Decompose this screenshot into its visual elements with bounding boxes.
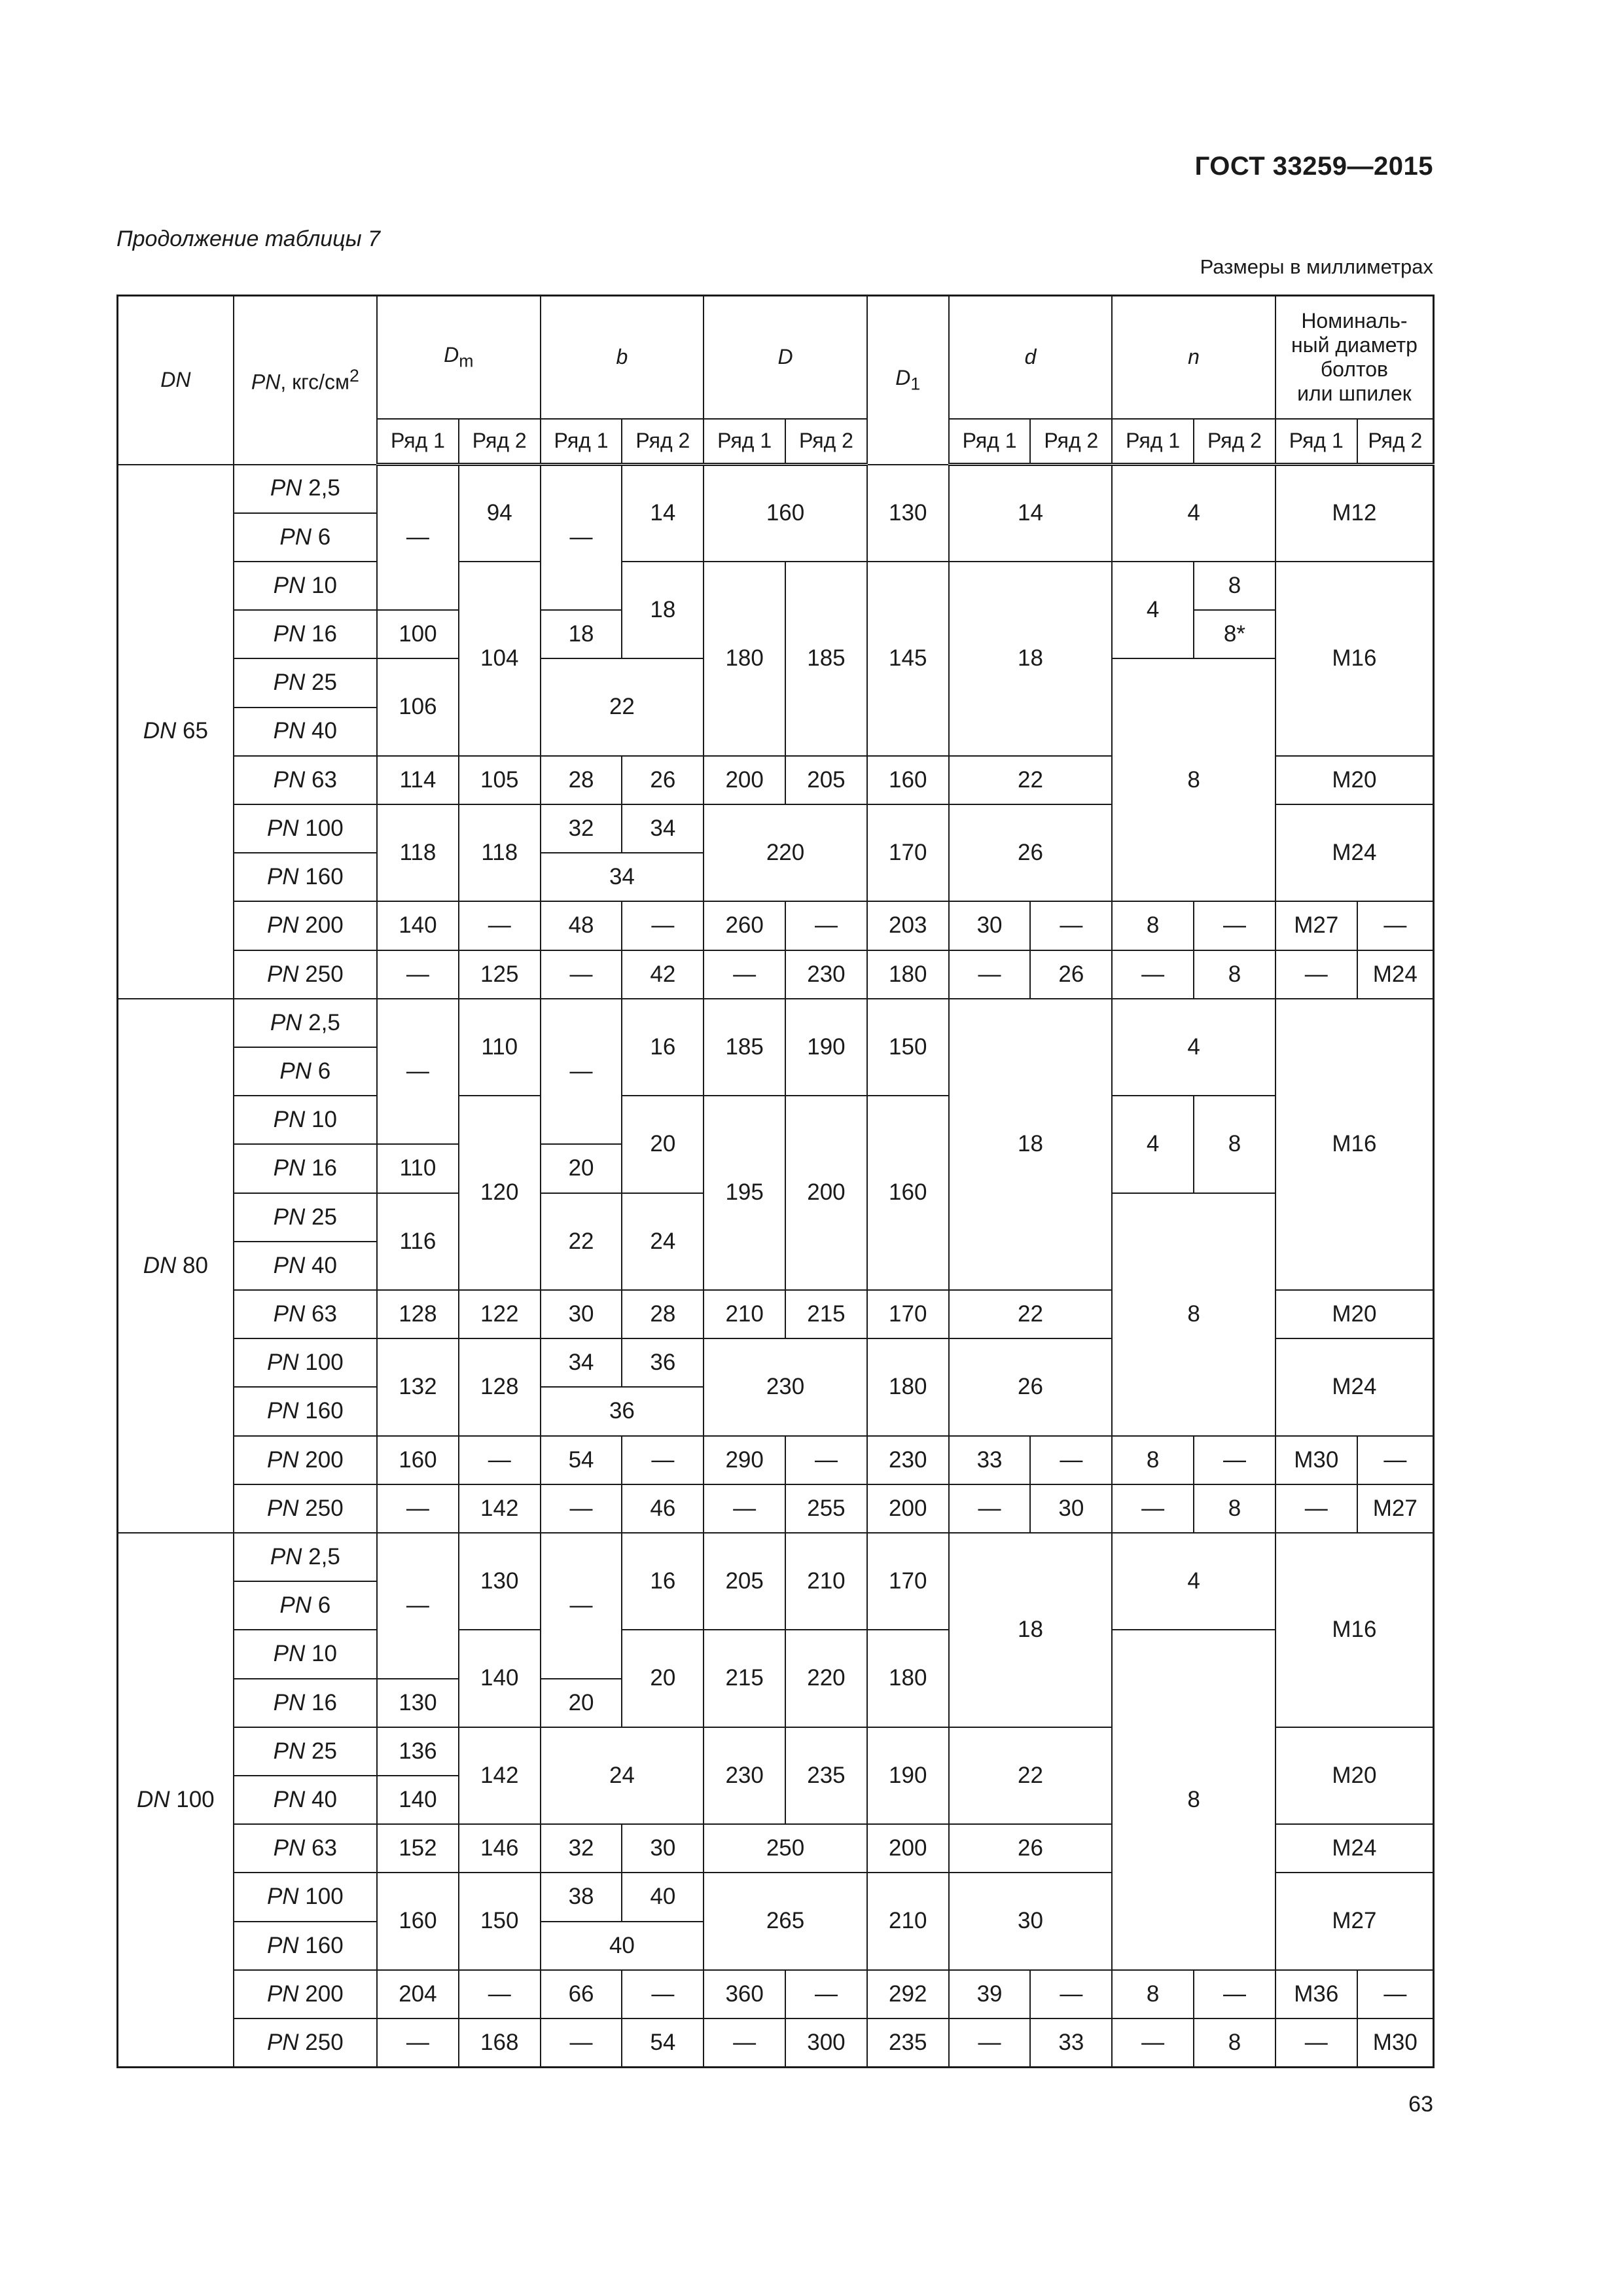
cell: — [1112, 950, 1194, 999]
cell: 128 [459, 1338, 541, 1435]
cell: M16 [1275, 1533, 1434, 1727]
cell: 8 [1112, 1970, 1194, 2018]
cell: 205 [785, 756, 867, 804]
cell: — [377, 999, 459, 1145]
cell: — [785, 901, 867, 950]
cell: 22 [541, 658, 704, 755]
cell: 18 [541, 610, 622, 658]
cell: 110 [459, 999, 541, 1096]
cell: 142 [459, 1727, 541, 1824]
pn-cell: PN 40 [234, 1776, 377, 1824]
cell: 20 [622, 1096, 704, 1193]
cell: — [704, 950, 785, 999]
pn-cell: PN 160 [234, 1387, 377, 1435]
cell: 30 [622, 1824, 704, 1873]
cell: 255 [785, 1484, 867, 1533]
header-dm: $D_m$ [377, 296, 541, 419]
cell: 110 [377, 1144, 459, 1193]
cell: 14 [949, 465, 1113, 562]
cell: 132 [377, 1338, 459, 1435]
cell: M27 [1275, 901, 1357, 950]
cell: — [949, 1484, 1031, 1533]
pn-cell: PN 40 [234, 708, 377, 756]
cell: 145 [867, 562, 949, 756]
cell: M36 [1275, 1970, 1357, 2018]
cell: — [377, 1484, 459, 1533]
pn-cell: PN 160 [234, 853, 377, 901]
cell: 26 [1030, 950, 1112, 999]
cell: 210 [785, 1533, 867, 1630]
cell: M16 [1275, 999, 1434, 1290]
pn-cell: PN 25 [234, 1727, 377, 1776]
cell: 140 [377, 901, 459, 950]
cell: 4 [1112, 1096, 1194, 1193]
cell: M30 [1357, 2018, 1434, 2068]
cell: 180 [704, 562, 785, 756]
cell: 66 [541, 1970, 622, 2018]
pn-cell: PN 100 [234, 1338, 377, 1387]
cell: 116 [377, 1193, 459, 1290]
cell: 28 [541, 756, 622, 804]
cell: 28 [622, 1290, 704, 1338]
header-d1: $D_1$ [867, 296, 949, 465]
cell: 220 [704, 804, 867, 901]
cell: 32 [541, 1824, 622, 1873]
cell: 33 [1030, 2018, 1112, 2068]
cell: 106 [377, 658, 459, 755]
cell: — [541, 999, 622, 1145]
cell: 8 [1112, 901, 1194, 950]
cell: — [1275, 950, 1357, 999]
cell: — [1357, 1436, 1434, 1484]
pn-cell: PN 2,5 [234, 465, 377, 513]
cell: M27 [1275, 1873, 1434, 1969]
cell: 40 [622, 1873, 704, 1921]
cell: 290 [704, 1436, 785, 1484]
cell: 22 [949, 756, 1113, 804]
cell: — [1112, 2018, 1194, 2068]
cell: 360 [704, 1970, 785, 2018]
header-row2: Ряд 2 [1194, 419, 1275, 465]
cell: 36 [541, 1387, 704, 1435]
cell: — [785, 1970, 867, 2018]
cell: 210 [867, 1873, 949, 1969]
cell: — [704, 2018, 785, 2068]
cell: 105 [459, 756, 541, 804]
cell: 200 [867, 1484, 949, 1533]
cell: 34 [622, 804, 704, 853]
pn-cell: PN 200 [234, 1970, 377, 2018]
cell: 16 [622, 1533, 704, 1630]
cell: — [1357, 1970, 1434, 2018]
cell: M20 [1275, 1727, 1434, 1824]
cell: 128 [377, 1290, 459, 1338]
cell: — [1275, 2018, 1357, 2068]
cell: — [377, 2018, 459, 2068]
cell: M24 [1275, 1824, 1434, 1873]
cell: 185 [785, 562, 867, 756]
cell: 120 [459, 1096, 541, 1290]
cell: 200 [704, 756, 785, 804]
cell: 292 [867, 1970, 949, 2018]
dn-cell: DN 65 [118, 465, 234, 999]
cell: 33 [949, 1436, 1031, 1484]
cell: 160 [867, 1096, 949, 1290]
cell: 34 [541, 1338, 622, 1387]
flange-dimensions-table [116, 295, 1435, 2068]
header-row2: Ряд 2 [785, 419, 867, 465]
cell: 118 [377, 804, 459, 901]
cell: 14 [622, 465, 704, 562]
header-row2: Ряд 2 [1357, 419, 1434, 465]
header-row1: Ряд 1 [541, 419, 622, 465]
cell: — [622, 901, 704, 950]
cell: 32 [541, 804, 622, 853]
cell: 8* [1194, 610, 1275, 658]
cell: 54 [541, 1436, 622, 1484]
pn-cell: PN 10 [234, 562, 377, 610]
cell: — [459, 901, 541, 950]
pn-cell: PN 63 [234, 756, 377, 804]
cell: 235 [785, 1727, 867, 1824]
cell: 30 [949, 901, 1031, 950]
cell: — [377, 950, 459, 999]
cell: 4 [1112, 465, 1275, 562]
cell: 204 [377, 1970, 459, 2018]
header-dn: DN [118, 296, 234, 465]
cell: 18 [622, 562, 704, 658]
cell: 150 [459, 1873, 541, 1969]
cell: M12 [1275, 465, 1434, 562]
cell: M24 [1275, 804, 1434, 901]
cell: 160 [377, 1873, 459, 1969]
cell: 16 [622, 999, 704, 1096]
cell: 24 [541, 1727, 704, 1824]
cell: 34 [541, 853, 704, 901]
cell: 39 [949, 1970, 1031, 2018]
cell: 180 [867, 950, 949, 999]
cell: — [1030, 1436, 1112, 1484]
cell: 26 [949, 1824, 1113, 1873]
cell: — [459, 1436, 541, 1484]
header-row1: Ряд 1 [1275, 419, 1357, 465]
cell: 20 [541, 1144, 622, 1193]
cell: 38 [541, 1873, 622, 1921]
cell: — [1357, 901, 1434, 950]
cell: 4 [1112, 562, 1194, 658]
cell: — [377, 1533, 459, 1679]
pn-cell: PN 100 [234, 1873, 377, 1921]
cell: 230 [867, 1436, 949, 1484]
pn-cell: PN 16 [234, 1679, 377, 1727]
cell: 230 [704, 1727, 785, 1824]
header-row1: Ряд 1 [377, 419, 459, 465]
header-row2: Ряд 2 [622, 419, 704, 465]
cell: 203 [867, 901, 949, 950]
cell: 48 [541, 901, 622, 950]
document-id: ГОСТ 33259—2015 [1194, 152, 1433, 181]
pn-cell: PN 63 [234, 1290, 377, 1338]
cell: — [541, 1484, 622, 1533]
cell: M20 [1275, 756, 1434, 804]
cell: 220 [785, 1630, 867, 1727]
header-n: n [1112, 296, 1275, 419]
cell: — [1030, 1970, 1112, 2018]
cell: 26 [949, 1338, 1113, 1435]
page-number: 63 [1408, 2092, 1433, 2117]
header-d-outer: D [704, 296, 867, 419]
cell: M16 [1275, 562, 1434, 756]
cell: — [949, 2018, 1031, 2068]
pn-cell: PN 25 [234, 658, 377, 707]
cell: 30 [1030, 1484, 1112, 1533]
cell: 146 [459, 1824, 541, 1873]
cell: 18 [949, 999, 1113, 1290]
pn-cell: PN 100 [234, 804, 377, 853]
cell: 230 [704, 1338, 867, 1435]
cell: 8 [1112, 1193, 1275, 1436]
cell: 235 [867, 2018, 949, 2068]
cell: — [622, 1436, 704, 1484]
pn-cell: PN 2,5 [234, 1533, 377, 1581]
cell: 160 [377, 1436, 459, 1484]
cell: 46 [622, 1484, 704, 1533]
cell: 136 [377, 1727, 459, 1776]
cell: — [541, 950, 622, 999]
cell: 215 [704, 1630, 785, 1727]
cell: 265 [704, 1873, 867, 1969]
cell: — [459, 1970, 541, 2018]
cell: 190 [867, 1727, 949, 1824]
cell: 180 [867, 1630, 949, 1727]
cell: 8 [1112, 658, 1275, 901]
cell: 160 [704, 465, 867, 562]
cell: — [1194, 901, 1275, 950]
pn-cell: PN 63 [234, 1824, 377, 1873]
cell: 142 [459, 1484, 541, 1533]
dn-cell: DN 80 [118, 999, 234, 1533]
cell: 200 [867, 1824, 949, 1873]
pn-cell: PN 10 [234, 1630, 377, 1678]
cell: 8 [1112, 1630, 1275, 1969]
header-row1: Ряд 1 [949, 419, 1031, 465]
cell: 36 [622, 1338, 704, 1387]
cell: — [541, 1533, 622, 1679]
cell: 185 [704, 999, 785, 1096]
cell: 170 [867, 804, 949, 901]
cell: 30 [949, 1873, 1113, 1969]
cell: 22 [949, 1290, 1113, 1338]
cell: 180 [867, 1338, 949, 1435]
pn-cell: PN 40 [234, 1242, 377, 1290]
cell: 22 [949, 1727, 1113, 1824]
cell: — [1194, 1970, 1275, 2018]
cell: 8 [1112, 1436, 1194, 1484]
cell: 18 [949, 1533, 1113, 1727]
pn-cell: PN 10 [234, 1096, 377, 1144]
cell: M20 [1275, 1290, 1434, 1338]
pn-cell: PN 6 [234, 1581, 377, 1630]
pn-cell: PN 6 [234, 1047, 377, 1096]
cell: 22 [541, 1193, 622, 1290]
cell: 140 [377, 1776, 459, 1824]
header-d-hole: d [949, 296, 1113, 419]
cell: 20 [622, 1630, 704, 1727]
cell: 230 [785, 950, 867, 999]
cell: 130 [867, 465, 949, 562]
cell: 4 [1112, 999, 1275, 1096]
cell: — [377, 465, 459, 611]
header-bolt-diameter: Номиналь- ный диаметр болтов или шпилек [1275, 296, 1434, 419]
cell: — [785, 1436, 867, 1484]
cell: M24 [1357, 950, 1434, 999]
cell: 150 [867, 999, 949, 1096]
cell: 205 [704, 1533, 785, 1630]
pn-cell: PN 250 [234, 1484, 377, 1533]
cell: 170 [867, 1533, 949, 1630]
units-note: Размеры в миллиметрах [1200, 255, 1433, 278]
cell: 160 [867, 756, 949, 804]
cell: — [541, 2018, 622, 2068]
pn-cell: PN 250 [234, 950, 377, 999]
pn-cell: PN 200 [234, 1436, 377, 1484]
cell: 100 [377, 610, 459, 658]
cell: 118 [459, 804, 541, 901]
cell: — [1112, 1484, 1194, 1533]
cell: 8 [1194, 1096, 1275, 1193]
cell: 54 [622, 2018, 704, 2068]
cell: 190 [785, 999, 867, 1096]
cell: 168 [459, 2018, 541, 2068]
pn-cell: PN 250 [234, 2018, 377, 2068]
cell: 104 [459, 562, 541, 756]
cell: 152 [377, 1824, 459, 1873]
header-b: b [541, 296, 704, 419]
cell: 4 [1112, 1533, 1275, 1630]
cell: 8 [1194, 562, 1275, 610]
cell: 250 [704, 1824, 867, 1873]
header-pn: PN, кгс/$см^2$ [234, 296, 377, 465]
header-row2: Ряд 2 [1030, 419, 1112, 465]
cell: 20 [541, 1679, 622, 1727]
cell: 210 [704, 1290, 785, 1338]
cell: — [622, 1970, 704, 2018]
cell: 170 [867, 1290, 949, 1338]
cell: — [949, 950, 1031, 999]
cell: 94 [459, 465, 541, 562]
cell: 24 [622, 1193, 704, 1290]
cell: 114 [377, 756, 459, 804]
dn-cell: DN 100 [118, 1533, 234, 2068]
table-caption: Продолжение таблицы 7 [116, 226, 380, 251]
cell: 42 [622, 950, 704, 999]
cell: 200 [785, 1096, 867, 1290]
cell: — [704, 1484, 785, 1533]
cell: 8 [1194, 950, 1275, 999]
cell: — [1194, 1436, 1275, 1484]
header-row1: Ряд 1 [1112, 419, 1194, 465]
cell: 215 [785, 1290, 867, 1338]
cell: 30 [541, 1290, 622, 1338]
cell: 130 [459, 1533, 541, 1630]
cell: 18 [949, 562, 1113, 756]
cell: M24 [1275, 1338, 1434, 1435]
pn-cell: PN 25 [234, 1193, 377, 1242]
cell: 195 [704, 1096, 785, 1290]
header-row2: Ряд 2 [459, 419, 541, 465]
cell: 8 [1194, 2018, 1275, 2068]
cell: 140 [459, 1630, 541, 1727]
cell: 26 [949, 804, 1113, 901]
cell: — [1275, 1484, 1357, 1533]
pn-cell: PN 2,5 [234, 999, 377, 1047]
cell: 40 [541, 1922, 704, 1970]
pn-cell: PN 200 [234, 901, 377, 950]
cell: M27 [1357, 1484, 1434, 1533]
cell: 26 [622, 756, 704, 804]
pn-cell: PN 6 [234, 513, 377, 562]
cell: 122 [459, 1290, 541, 1338]
pn-cell: PN 160 [234, 1922, 377, 1970]
pn-cell: PN 16 [234, 610, 377, 658]
cell: — [541, 465, 622, 611]
cell: 8 [1194, 1484, 1275, 1533]
cell: 260 [704, 901, 785, 950]
pn-cell: PN 16 [234, 1144, 377, 1193]
cell: M30 [1275, 1436, 1357, 1484]
cell: 125 [459, 950, 541, 999]
cell: — [1030, 901, 1112, 950]
cell: 300 [785, 2018, 867, 2068]
header-row1: Ряд 1 [704, 419, 785, 465]
cell: 130 [377, 1679, 459, 1727]
